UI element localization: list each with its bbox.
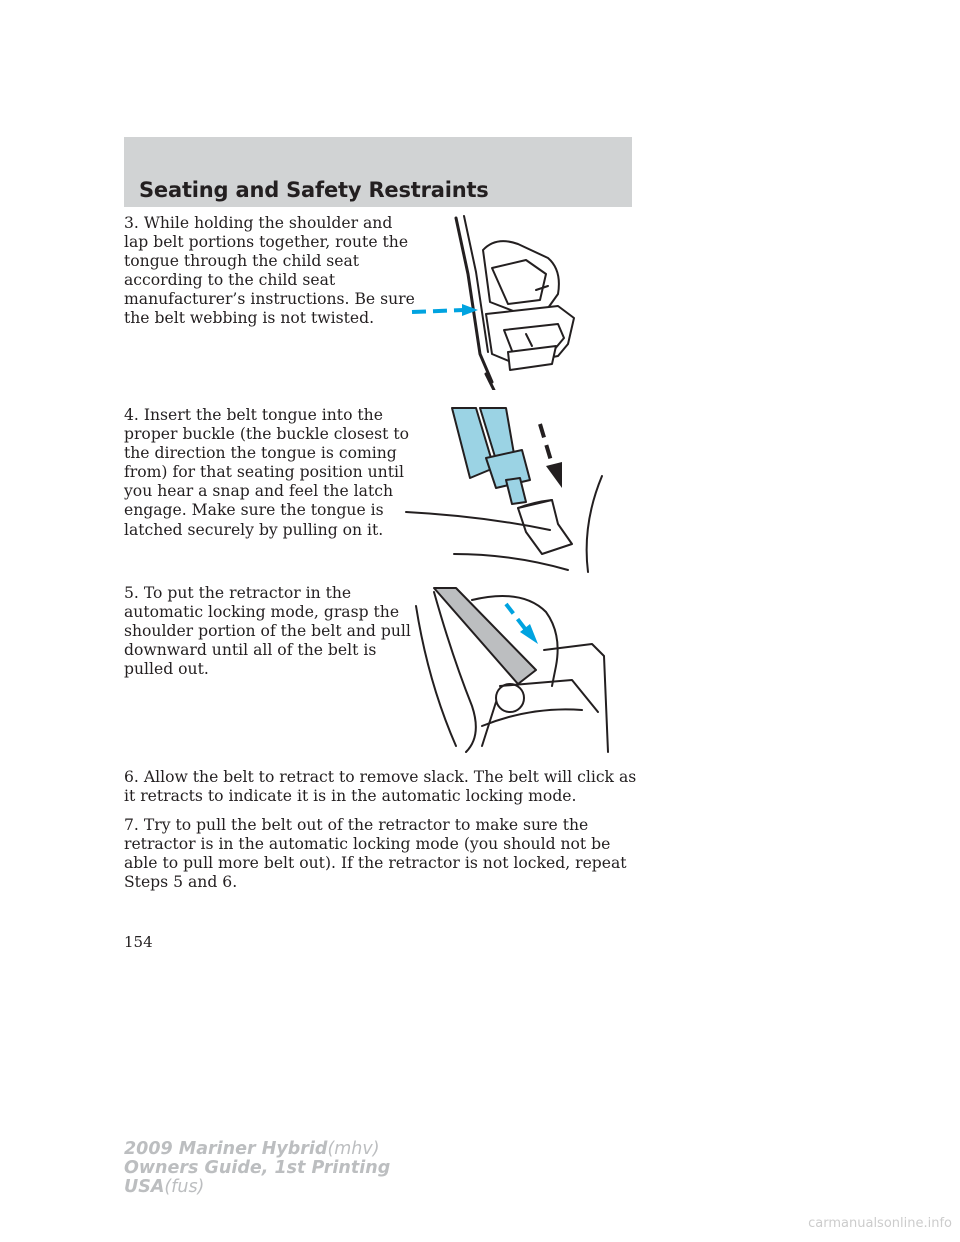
footer-model-code: (mhv) <box>327 1139 380 1159</box>
watermark-link[interactable]: carmanualsonline.info <box>808 1216 952 1231</box>
document-footer <box>124 1140 390 1197</box>
routing-arrow-icon <box>412 310 464 312</box>
step-6-text: 6. Allow the belt to retract to remove slack. The belt will click as it retracts to indicate it is in the automatic locking mode. <box>124 768 637 806</box>
pull-direction-arrow-icon <box>506 604 526 630</box>
footer-line-edition <box>124 1159 390 1178</box>
insert-direction-arrow-icon <box>540 424 552 464</box>
retractor-locking-illustration <box>412 586 616 756</box>
footer-line-model <box>124 1140 390 1159</box>
footer-model: 2009 Mariner Hybrid <box>124 1139 328 1159</box>
footer-market-code: (fus) <box>164 1177 205 1197</box>
buckle-insertion-illustration <box>402 404 612 580</box>
section-title: Seating and Safety Restraints <box>139 178 489 202</box>
footer-edition: Owners Guide, 1st Printing <box>124 1158 391 1178</box>
footer-market: USA <box>124 1177 165 1197</box>
page-number: 154 <box>124 933 153 951</box>
step-4-text: 4. Insert the belt tongue into the proper buckle (the buckle closest to the direction the tongue is coming from) for that seating position until you hear a snap and feel the latch engage. Make sure the tongue is latched securely by pulling on it. <box>124 406 410 539</box>
step-5-text: 5. To put the retractor in the automatic locking mode, grasp the shoulder portion of the belt and pull downward until all of the belt is pulled out. <box>124 584 411 679</box>
footer-line-market <box>124 1178 390 1197</box>
step-7-text: 7. Try to pull the belt out of the retractor to make sure the retractor is in the automatic locking mode (you should not be able to pull more belt out). If the retractor is not locked, repeat Steps 5 and 6. <box>124 816 627 892</box>
child-seat-routing-illustration <box>408 214 588 390</box>
step-3-text: 3. While holding the shoulder and lap belt portions together, route the tongue through the child seat according to the child seat manufacturer’s instructions. Be sure the belt webbing is not twisted. <box>124 214 415 328</box>
